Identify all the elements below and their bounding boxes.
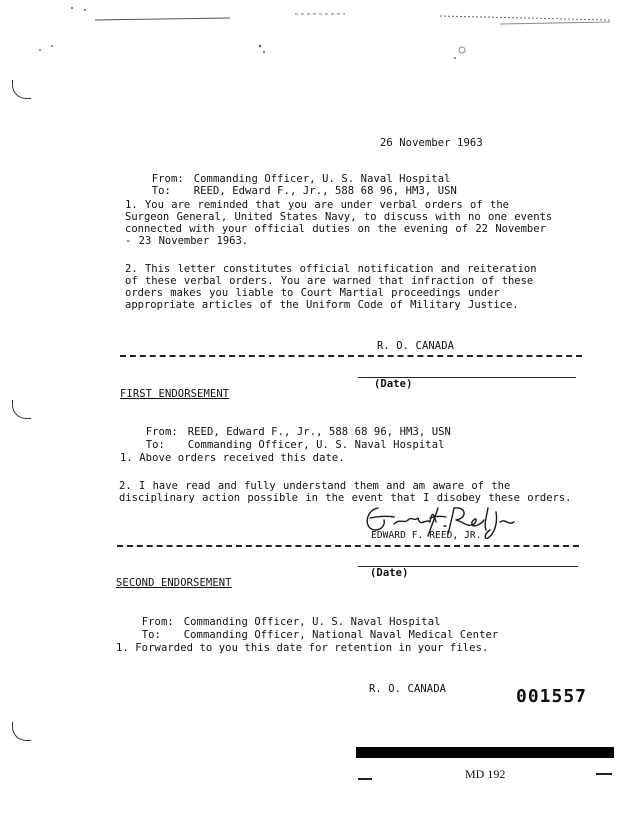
- first-endorsement-paragraph-2: 2. I have read and fully understand them and am aware of the disciplinary action possible in the event that I disobey these orders.: [119, 480, 572, 504]
- to-value: Commanding Officer, National Naval Medical Center: [183, 629, 499, 641]
- letter-signer: R. O. CANADA: [377, 340, 455, 352]
- document-number: 001557: [516, 686, 588, 707]
- letter-paragraph-2: 2. This letter constitutes official notification and reiteration of these verbal orders. You are warned that infraction of these orders makes you liable to Court Martial proceedings under appropriate articles of the Uniform Code of Military Justice.: [125, 263, 537, 311]
- letter-paragraph-1: 1. You are reminded that you are under verbal orders of the Surgeon General, United States Navy, to discuss with no one events connected with your official duties on the evening of 22 November - 23 November 1963.: [125, 199, 553, 247]
- first-endorsement-paragraph-1: 1. Above orders received this date.: [120, 452, 345, 464]
- letter-date: 26 November 1963: [380, 137, 483, 149]
- punch-hole-mark-top: [12, 80, 31, 99]
- to-label: To:: [145, 439, 165, 451]
- from-value: Commanding Officer, U. S. Naval Hospital: [193, 173, 451, 185]
- footer-code: MD 192: [465, 767, 506, 781]
- to-label: To:: [141, 629, 161, 641]
- footer-right-mark: [596, 773, 612, 775]
- second-endorsement-signer: R. O. CANADA: [369, 683, 447, 695]
- redaction-bar: [356, 747, 614, 758]
- footer-left-mark: [358, 778, 372, 780]
- to-label: To:: [151, 185, 171, 197]
- second-endorsement-heading: SECOND ENDORSEMENT: [116, 577, 232, 589]
- from-value: REED, Edward F., Jr., 588 68 96, HM3, USN: [187, 426, 451, 438]
- from-label: From:: [145, 426, 178, 438]
- from-value: Commanding Officer, U. S. Naval Hospital: [183, 616, 441, 628]
- punch-hole-mark-middle: [12, 400, 31, 419]
- from-label: From:: [141, 616, 174, 628]
- separator-line-1: [120, 355, 582, 357]
- first-endorsement-heading: FIRST ENDORSEMENT: [120, 388, 230, 400]
- separator-line-2: [117, 545, 579, 547]
- to-value: Commanding Officer, U. S. Naval Hospital: [187, 439, 445, 451]
- punch-hole-mark-bottom: [12, 722, 31, 741]
- date-caption-2: (Date): [370, 567, 409, 579]
- first-endorsement-signer: EDWARD F. REED, JR.: [371, 530, 482, 541]
- second-endorsement-paragraph-1: 1. Forwarded to you this date for retention in your files.: [116, 642, 489, 654]
- from-label: From:: [151, 173, 184, 185]
- to-value: REED, Edward F., Jr., 588 68 96, HM3, USN: [193, 185, 457, 197]
- date-caption-1: (Date): [374, 378, 413, 390]
